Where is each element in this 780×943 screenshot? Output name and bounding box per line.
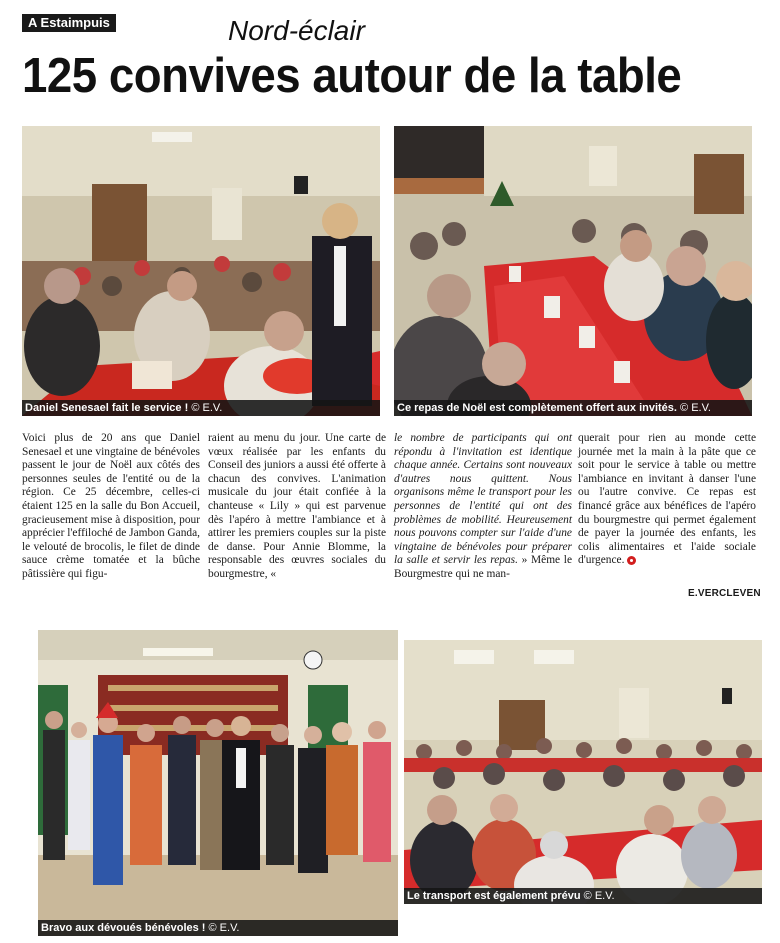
- photo-transport: [404, 640, 762, 904]
- photo-transport-image: [404, 640, 762, 904]
- photo-christmas-meal-image: [394, 126, 752, 416]
- article-column-1: [22, 432, 200, 582]
- photo-service: [22, 126, 380, 416]
- quote-text: le nombre de participants qui ont répondu à l'invitation est identique chaque année. Certains sont nouveaux d'autres nous quittent. Nous organisons même le transport pour les personnes de l'entité qui ont des problèmes de mobilité. Heureusement nous pouvons compter sur l'aide d'une vingtaine de bénévoles pour préparer la salle et servir les repas.: [394, 432, 572, 567]
- article-text: [578, 432, 756, 568]
- article-text: raient au menu du jour. Une carte de vœux réalisée par les enfants du Conseil des juniors a aussi été offerte à chacun des convives. L'animation musicale du jour était confiée à la chanteuse « Lily » qui est parvenue dès l'apéro à mettre l'ambiance et à attirer les premiers couples sur la piste de danse. Pour Annie Blomme, la responsable des œuvres sociales du bourgmestre, «: [208, 432, 386, 580]
- photo-caption: Ce repas de Noël est complètement offert aux invités. © E.V.: [394, 400, 752, 416]
- article-column-2: [208, 432, 386, 582]
- photo-caption: Daniel Senesael fait le service ! © E.V.: [22, 400, 380, 416]
- newspaper-masthead: Nord-éclair: [228, 15, 365, 46]
- article-column-4: [578, 432, 756, 568]
- article-text: [394, 432, 572, 582]
- photo-volunteers-image: [38, 630, 398, 936]
- article-headline: 125 convives autour de la table: [22, 49, 682, 103]
- photo-caption: Le transport est également prévu © E.V.: [404, 888, 762, 904]
- end-of-article-icon: [627, 556, 636, 565]
- photo-caption: Bravo aux dévoués bénévoles ! © E.V.: [38, 920, 398, 936]
- section-kicker: A Estaimpuis: [22, 14, 116, 32]
- photo-volunteers: [38, 630, 398, 936]
- article-text-body: querait pour rien au monde cette journée met la main à la pâte que ce soit pour le service à table ou mettre l'ambiance en invitant à danser l'une ou l'autre convive. Ce repas est financé grâce aux bénéfices de l'apéro du bourgmestre qui permet également de payer la journée des enfants, les colis alimentaires et l'aide sociale d'urgence.: [578, 432, 756, 567]
- article-text: Voici plus de 20 ans que Daniel Senesael et une vingtaine de bénévoles passent le jour de Noël aux côtés des personnes seules de l'entité ou de la région. Ce 25 décembre, celles-ci étaient 125 en la salle du Bon Accueil, gracieusement mise à disposition, pour apprécier l'effiloché de Jambon Ganda, le velouté de brocolis, le filet de dinde sauce crème tomatée et la bûche pâtissière qui figu-: [22, 432, 201, 580]
- photo-christmas-meal: [394, 126, 752, 416]
- author-byline: E.VERCLEVEN: [688, 588, 761, 599]
- article-text-continued: » Même le Bourgmestre qui ne man-: [394, 554, 573, 580]
- photo-service-image: [22, 126, 380, 416]
- article-column-3: [394, 432, 572, 582]
